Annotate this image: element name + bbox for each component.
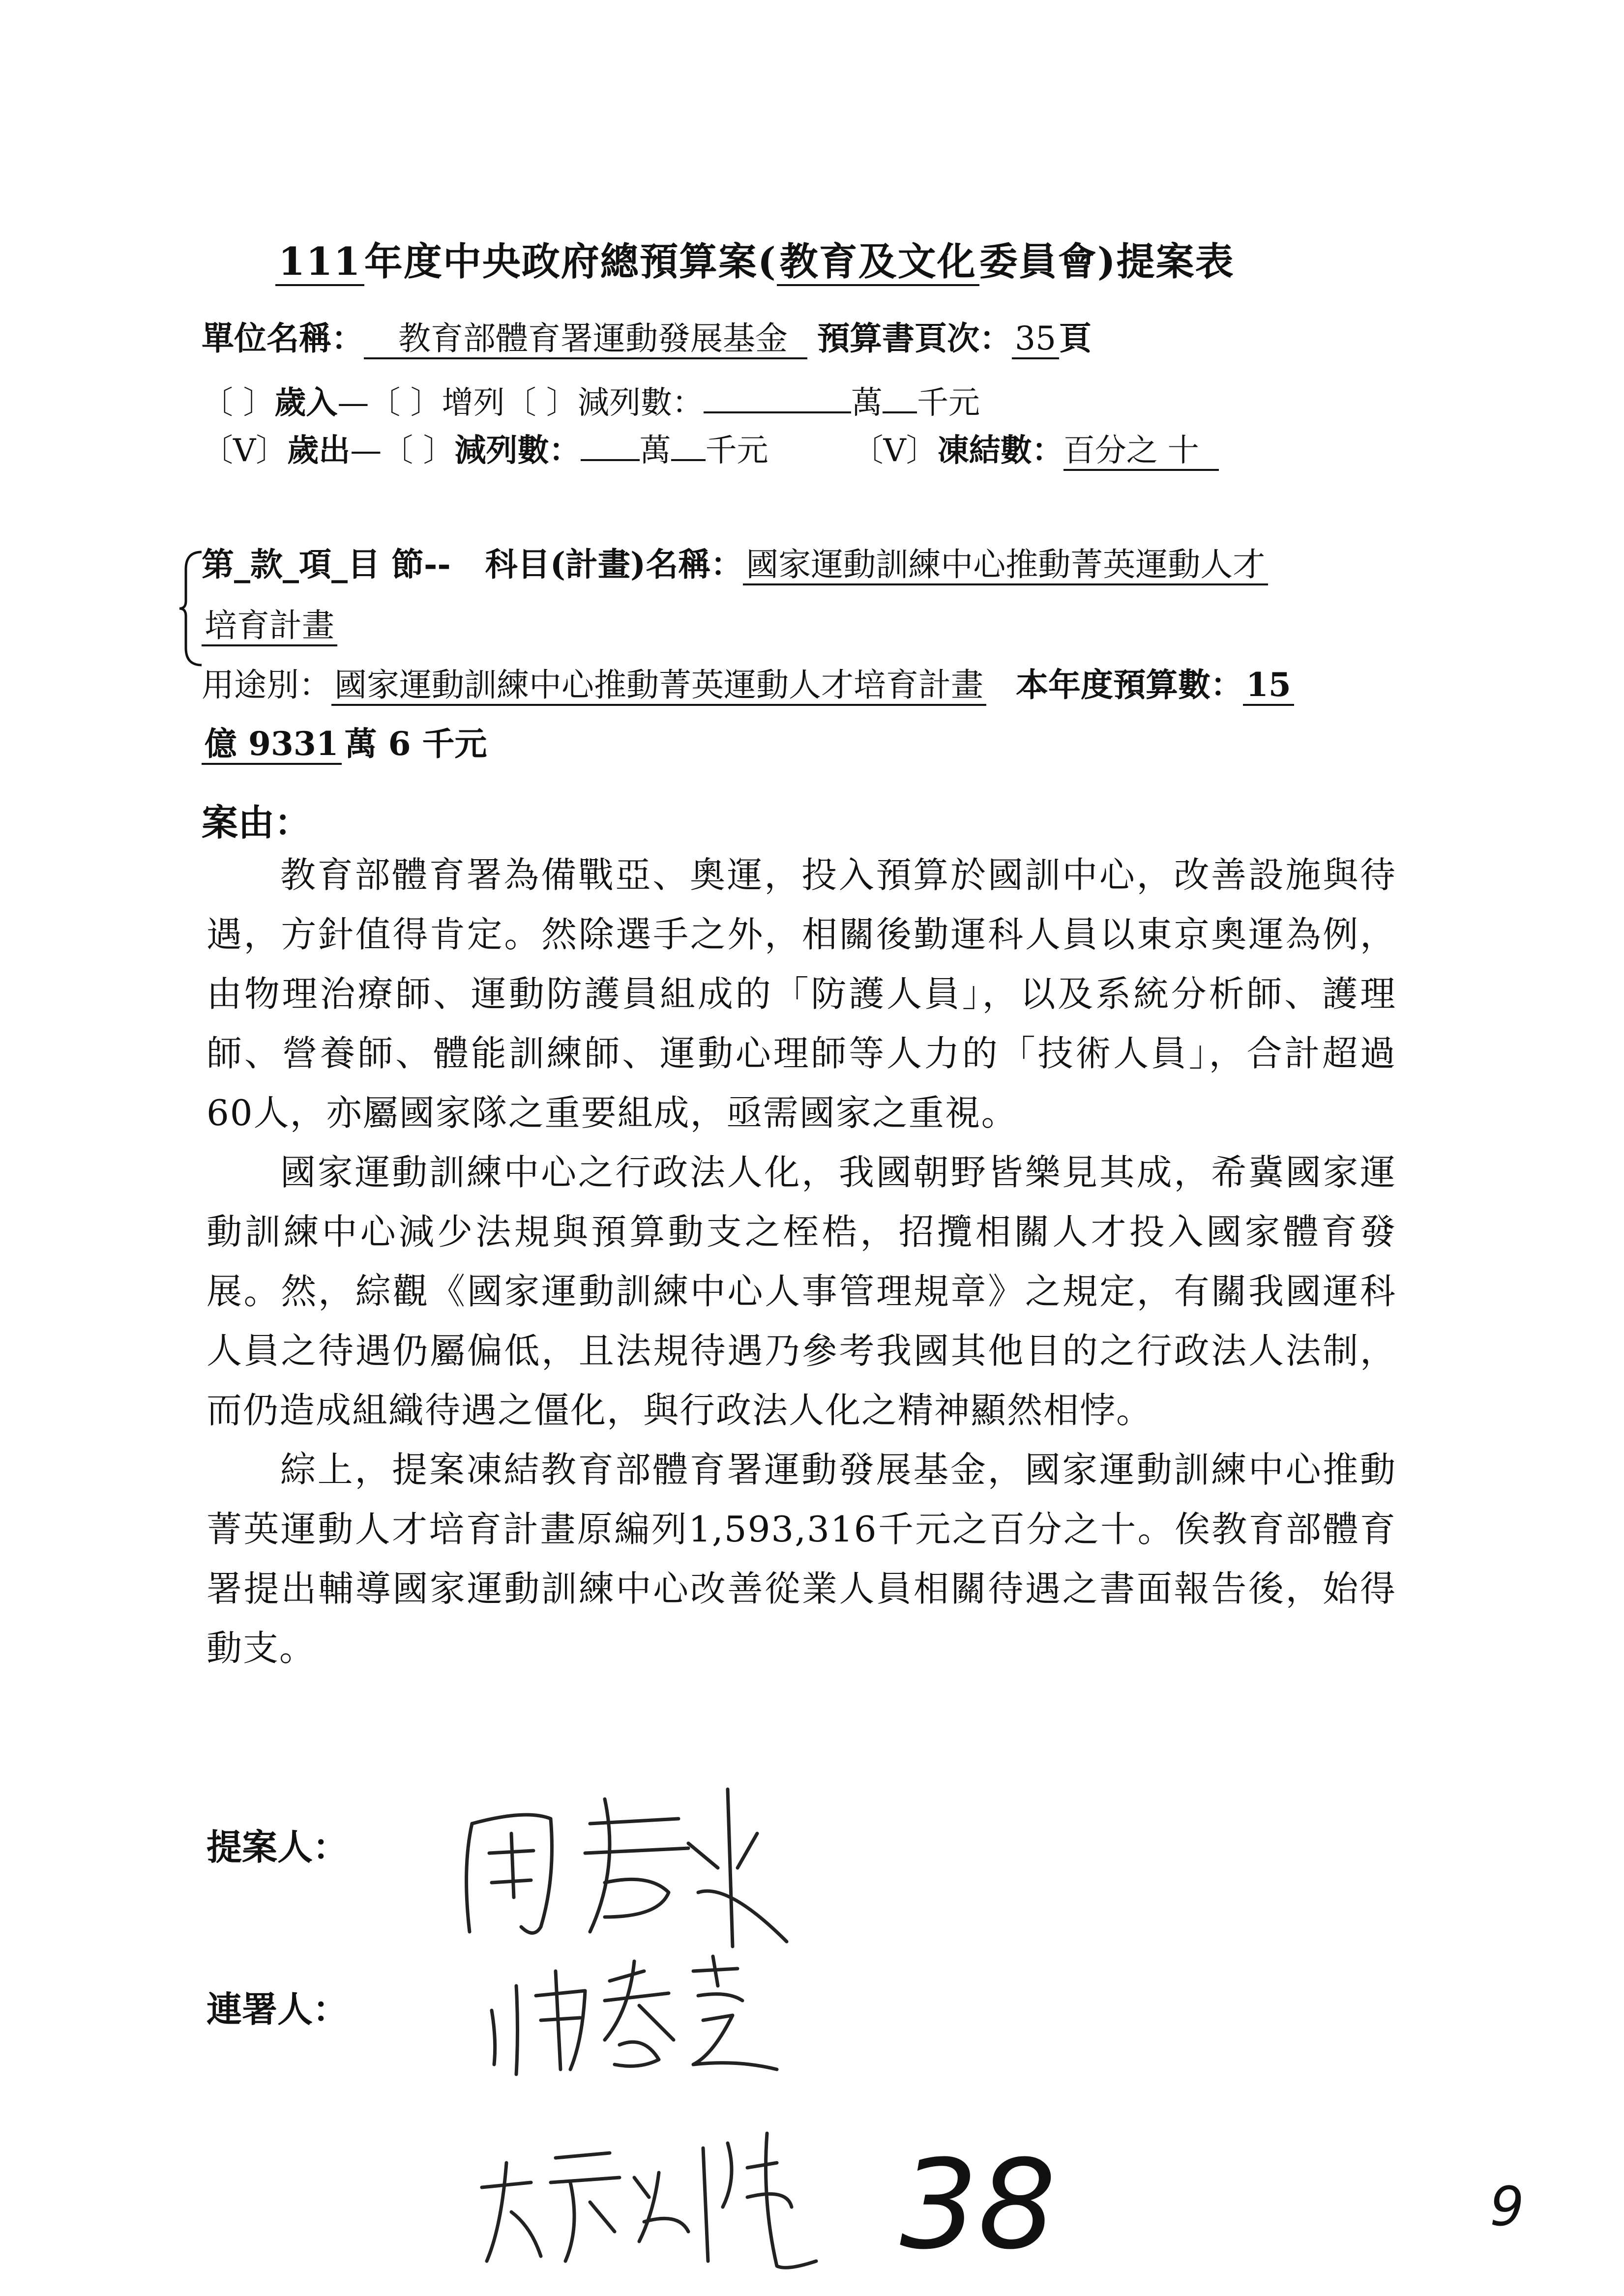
cosigner-signature-1 — [482, 1942, 787, 2089]
purpose-line — [202, 661, 1294, 709]
cosigner-label: 連署人： — [207, 1988, 349, 2030]
reason-paragraph-3: 綜上，提案凍結教育部體育署運動發展基金，國家運動訓練中心推動菁英運動人才培育計畫原編列1,593,316千元之百分之十。俟教育部體育署提出輔導國家運動訓練中心改善從業人員相關待遇之書面報告後，始得動支。 — [207, 1449, 1396, 1669]
expense-qian-unit: 千元 — [705, 433, 768, 469]
qian-unit: 千元 — [917, 385, 980, 421]
annual-budget-value-b: 億 9331 — [202, 725, 342, 765]
freeze-value: 十 — [1158, 433, 1219, 471]
unit-value: 教育部體育署運動發展基金 — [364, 320, 807, 359]
expense-label: 歲出 — [287, 432, 351, 469]
annual-budget-value-c: 萬 6 千元 — [344, 725, 487, 763]
account-line-2 — [202, 602, 337, 649]
expense-line — [202, 429, 1219, 473]
decrease-amount-blank — [704, 407, 851, 413]
annual-budget-value-a: 15 — [1243, 666, 1294, 706]
reason-paragraph-1: 教育部體育署為備戰亞、奧運，投入預算於國訓中心，改善設施與待遇，方針值得肯定。然除選手之外，相關後勤運科人員以東京奧運為例，由物理治療師、運動防護員組成的「防護人員」，以及系統分析師、護理師、營養師、體能訓練師、運動心理師等人力的「技術人員」，合計超過60人，亦屬國家隊之重要組成，亟需國家之重視。 — [207, 854, 1396, 1133]
reason-paragraph-2: 國家運動訓練中心之行政法人化，我國朝野皆樂見其成，希冀國家運動訓練中心減少法規與預算動支之桎梏，招攬相關人才投入國家體育發展。然，綜觀《國家運動訓練中心人事管理規章》之規定，有關我國運科人員之待遇仍屬偏低，且法規待遇乃參考我國其他目的之行政法人法制，而仍造成組織待遇之僵化，與行政法人化之精神顯然相悖。 — [207, 1152, 1396, 1431]
reason-body — [207, 845, 1396, 1678]
revenue-line — [202, 381, 980, 425]
expense-qian-blank — [671, 454, 706, 461]
title-middle: 年度中央政府總預算案( — [364, 239, 777, 284]
revenue-label: 歲入 — [274, 384, 338, 421]
purpose-value: 國家運動訓練中心推動菁英運動人才培育計畫 — [331, 666, 986, 706]
expense-wan-blank — [581, 454, 640, 461]
item-name-label: 科目(計畫)名稱： — [485, 545, 743, 583]
expense-dash: — — [350, 433, 382, 469]
account-levels: 第_款_項_目 節-- — [202, 545, 451, 583]
thousand-blank — [883, 407, 917, 413]
account-line — [202, 541, 1268, 588]
corner-page-mark: 9 — [1490, 2175, 1524, 2238]
freeze-value-prefix: 百分之 — [1063, 433, 1158, 471]
annual-budget-label: 本年度預算數： — [1016, 666, 1243, 704]
budget-page-unit: 頁 — [1059, 319, 1092, 357]
expense-decrease-checkbox: 〔 〕 — [382, 433, 455, 469]
expense-decrease-label: 減列數： — [454, 432, 581, 469]
proposer-label: 提案人： — [207, 1826, 349, 1868]
decrease-option: 〔 〕減列數： — [504, 385, 704, 421]
reason-label: 案由： — [202, 802, 311, 844]
item-name-value-line2: 培育計畫 — [202, 607, 337, 646]
cosigner-signature-2 — [472, 2114, 826, 2276]
budget-line-2 — [202, 720, 487, 768]
fiscal-year: 111 — [275, 239, 364, 286]
item-name-value-line1: 國家運動訓練中心推動菁英運動人才 — [743, 546, 1268, 585]
revenue-dash: — — [337, 385, 369, 421]
budget-page-label: 預算書頁次： — [817, 319, 1012, 357]
revenue-checkbox: 〔 〕 — [202, 385, 275, 421]
unit-label: 單位名稱： — [202, 319, 364, 357]
freeze-label: 凍結數： — [937, 432, 1063, 469]
proposer-signature — [443, 1770, 797, 1956]
wan-unit: 萬 — [851, 385, 883, 421]
form-title — [275, 231, 1235, 286]
purpose-label: 用途別： — [202, 666, 331, 704]
title-tail: 委員會)提案表 — [979, 239, 1235, 284]
expense-checkbox: 〔V〕 — [202, 433, 288, 469]
handwritten-page-number: 38 — [900, 2133, 1057, 2276]
expense-wan-unit: 萬 — [639, 433, 671, 469]
freeze-checkbox: 〔V〕 — [852, 433, 938, 469]
unit-line — [202, 315, 1092, 362]
committee-name: 教育及文化 — [777, 239, 979, 286]
budget-page-value: 35 — [1012, 320, 1059, 359]
increase-option: 〔 〕增列 — [369, 385, 505, 421]
